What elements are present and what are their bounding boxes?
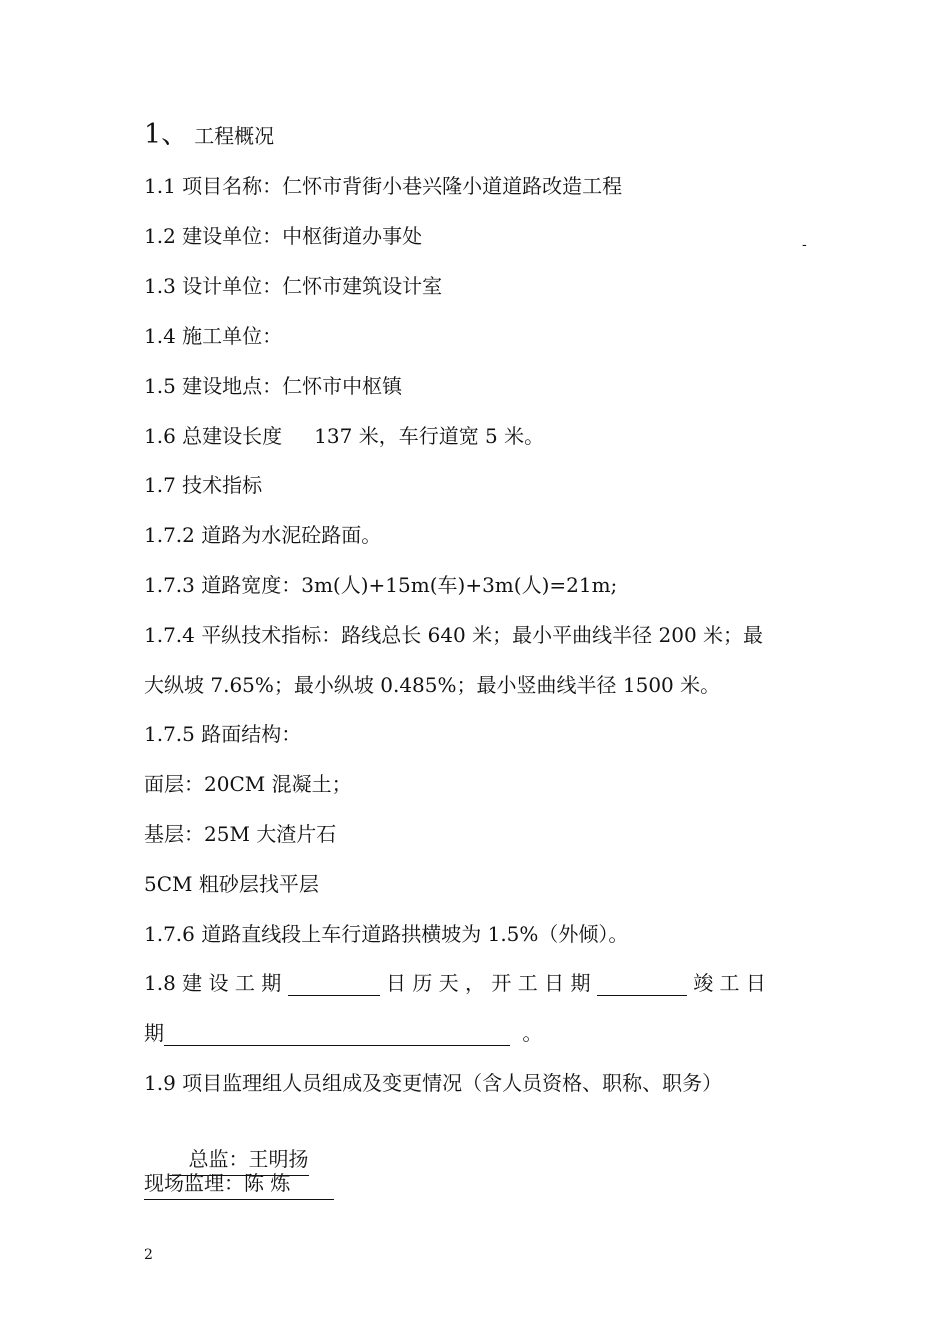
surface-layer: 面层：20CM 混凝土； [144, 772, 352, 796]
construction-period-blank [288, 973, 380, 996]
item-1-3: 1.3 设计单位：仁怀市建筑设计室 [144, 274, 443, 298]
item-1-1: 1.1 项目名称：仁怀市背街小巷兴隆小道道路改造工程 [144, 174, 623, 198]
item-1-8-line1 [144, 970, 766, 996]
site-supervisor-text: 现场监理：陈 炼 [144, 1170, 334, 1200]
item-1-4: 1.4 施工单位： [144, 324, 283, 348]
period-mark: 。 [522, 1021, 543, 1045]
site-supervisor [144, 1170, 334, 1200]
item-1-2: 1.2 建设单位：中枢街道办事处 [144, 224, 423, 248]
section-title: 工程概况 [194, 124, 275, 148]
item-1-6 [144, 423, 544, 449]
completion-date-label: 竣 工 日 [693, 971, 766, 995]
section-number: 1、 [144, 119, 189, 150]
item-1-9: 1.9 项目监理组人员组成及变更情况（含人员资格、职称、职务） [144, 1071, 723, 1095]
item-1-7-4-line2: 大纵坡 7.65%；最小纵坡 0.485%；最小竖曲线半径 1500 米。 [144, 673, 721, 697]
section-heading [144, 119, 275, 150]
construction-period-label: 1.8 建 设 工 期 [144, 971, 282, 995]
sand-layer: 5CM 粗砂层找平层 [144, 872, 319, 896]
page-number: 2 [144, 1247, 153, 1263]
item-1-5: 1.5 建设地点：仁怀市中枢镇 [144, 374, 403, 398]
start-date-label: 日 历 天 ， 开 工 日 期 [385, 971, 591, 995]
item-1-6-label: 1.6 总建设长度 [144, 424, 283, 448]
item-1-7-2: 1.7.2 道路为水泥砼路面。 [144, 523, 382, 547]
chief-supervisor-text: 总监：王明扬 [169, 1146, 308, 1176]
item-1-6-value: 137 米，车行道宽 5 米。 [314, 424, 545, 448]
item-1-7-5: 1.7.5 路面结构： [144, 722, 302, 746]
start-date-blank [597, 973, 687, 996]
completion-date-blank [164, 1023, 510, 1046]
item-1-7-4-line1: 1.7.4 平纵技术指标：路线总长 640 米；最小平曲线半径 200 米；最 [144, 623, 764, 647]
stray-dash-mark: - [802, 237, 807, 253]
base-layer: 基层：25M 大渣片石 [144, 822, 337, 846]
item-1-7-3: 1.7.3 道路宽度：3m(人)+15m(车)+3m(人)=21m; [144, 573, 618, 597]
item-1-7-6: 1.7.6 道路直线段上车行道路拱横坡为 1.5%（外倾）。 [144, 922, 629, 946]
item-1-8-line2 [144, 1020, 542, 1046]
item-1-7: 1.7 技术指标 [144, 473, 263, 497]
completion-date-label-end: 期 [144, 1021, 164, 1045]
